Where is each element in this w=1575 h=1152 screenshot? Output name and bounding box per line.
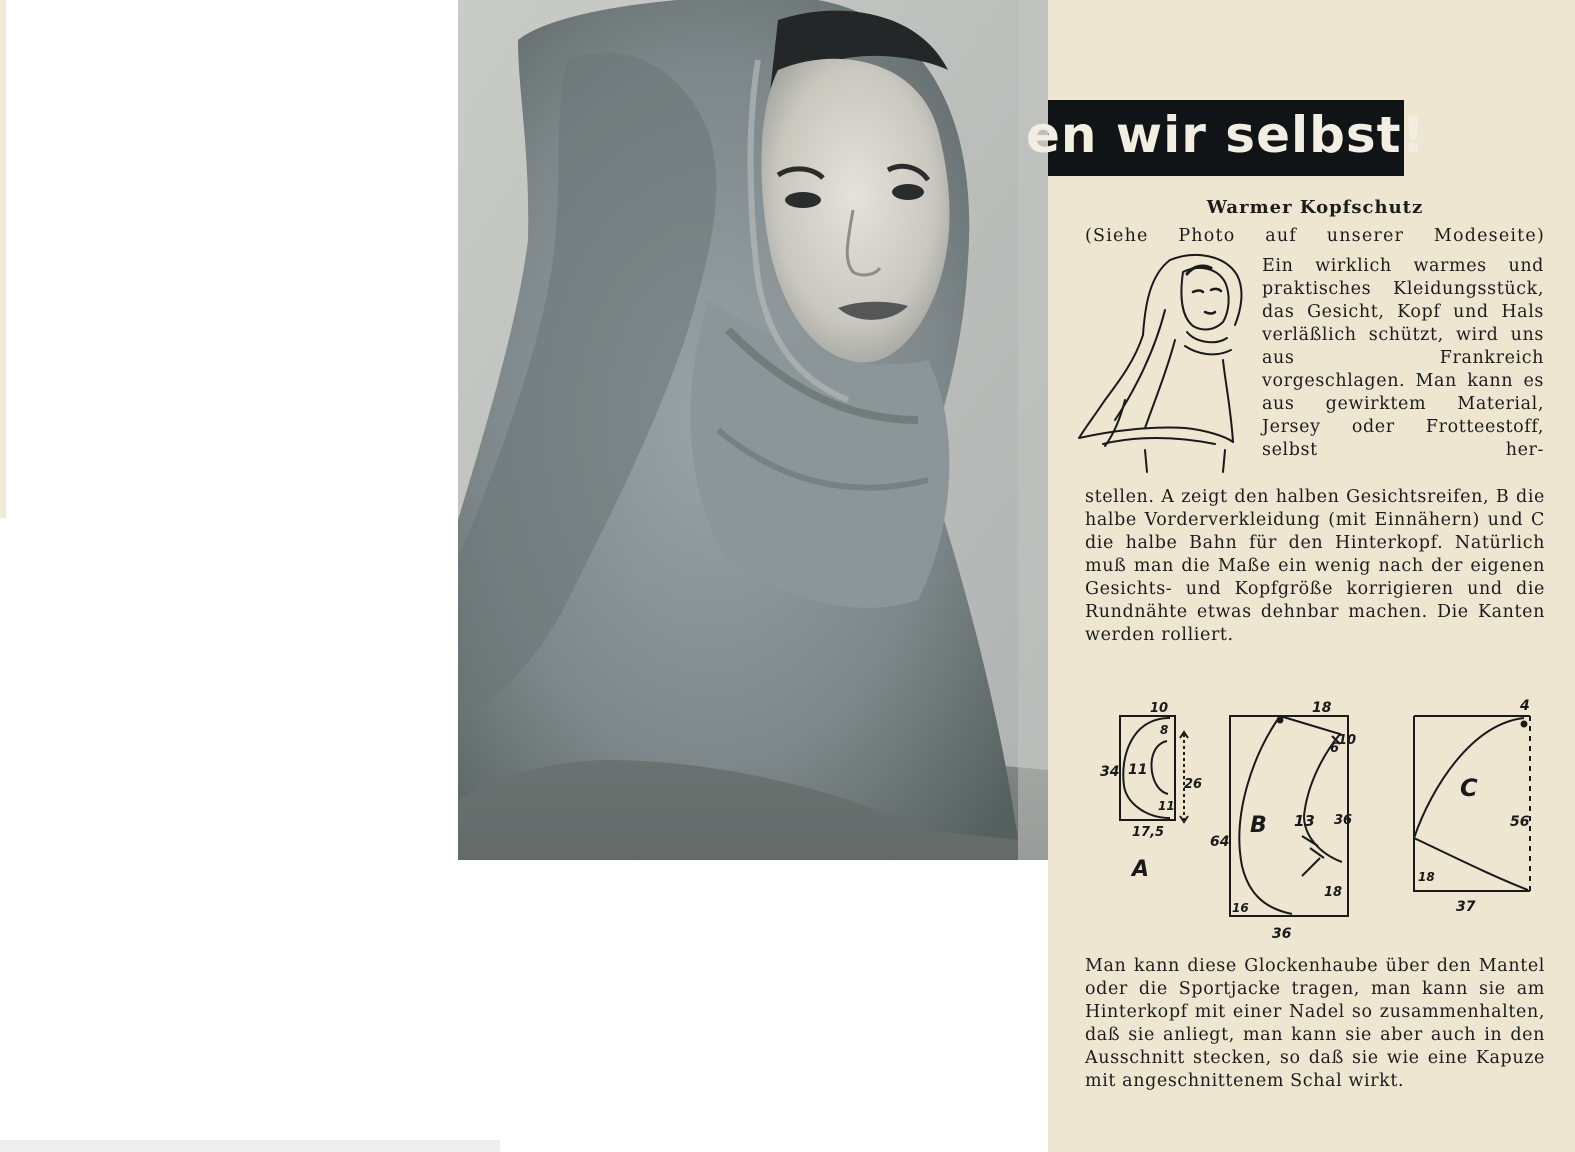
article-intro-continued: stellen. A zeigt den halben Gesichtsreifen, B die halbe Vorderverkleidung (mit Einnähern) und C die halbe Bahn für den Hinterkopf. Natürlich muß man die Maße ein wenig nach der eigenen Gesichts- und Kopfgröße korrigieren und die Rundnähte etwas dehnbar machen. Die Kanten werden rolliert. xyxy=(1085,487,1545,645)
headline: en wir selbst! xyxy=(1026,106,1426,164)
pattern-b-mark: 6 xyxy=(1330,741,1340,756)
article-intro: Ein wirklich warmes und praktisches Kleidungsstück, das Gesicht, Kopf und Hals verläßlich schützt, wird uns aus Frankreich vorgeschlagen. Man kann es aus gewirktem Material, Jersey oder Frotteestoff, selbst her- xyxy=(1262,256,1544,460)
paper-scrap xyxy=(0,0,6,518)
pattern-b-bottom-left-number: 16 xyxy=(1232,901,1249,915)
pattern-c-label: C xyxy=(1460,774,1478,802)
pattern-c xyxy=(1414,716,1530,891)
pattern-a-inner-number: 11 xyxy=(1128,762,1148,778)
pattern-c-bottom-left-number: 18 xyxy=(1418,870,1435,884)
pattern-b-top-number: 18 xyxy=(1312,700,1332,716)
pattern-a-bottom-number: 17,5 xyxy=(1132,825,1165,840)
pattern-b-left-number: 64 xyxy=(1210,834,1230,850)
pattern-a-inner-bottom-number: 11 xyxy=(1158,799,1175,813)
pattern-a-right-number: 26 xyxy=(1184,777,1203,792)
pattern-a-top-right-number: 8 xyxy=(1160,723,1169,737)
pattern-c-top-number: 4 xyxy=(1520,698,1530,714)
hooded-woman-photo xyxy=(458,0,1048,860)
pattern-a-left-number: 34 xyxy=(1100,764,1120,780)
pattern-b-bottom-right-number: 18 xyxy=(1324,885,1343,900)
article-outro: Man kann diese Glockenhaube über den Mantel oder die Sportjacke tragen, man kann sie am Hinterkopf mit einer Nadel so zusammenhalten, daß sie anliegt, man kann sie aber auch in den Ausschnitt stecken, so daß sie wie eine Kapuze mit angeschnittenem Schal wirkt. xyxy=(1085,956,1545,1091)
headline-banner xyxy=(1026,100,1426,176)
pattern-a-label: A xyxy=(1132,857,1150,882)
pattern-c-bottom-number: 37 xyxy=(1456,899,1476,915)
pattern-a-top-number: 10 xyxy=(1150,701,1169,716)
article-subtitle: (Siehe Photo auf unserer Modeseite) xyxy=(1085,226,1545,246)
pattern-c-right-number: 56 xyxy=(1510,814,1530,830)
pattern-b-top-right-number: 10 xyxy=(1338,733,1357,748)
sewing-pattern-diagram xyxy=(1092,696,1552,946)
article-title: Warmer Kopfschutz xyxy=(1206,197,1424,218)
paper-scrap xyxy=(0,1140,500,1152)
pattern-b-label: B xyxy=(1250,813,1267,838)
hood-sketch-illustration xyxy=(1075,250,1260,480)
pattern-b-inner-number: 13 xyxy=(1294,812,1315,830)
pattern-b-right-number: 36 xyxy=(1334,813,1353,828)
pattern-b-bottom-number: 36 xyxy=(1272,926,1292,942)
